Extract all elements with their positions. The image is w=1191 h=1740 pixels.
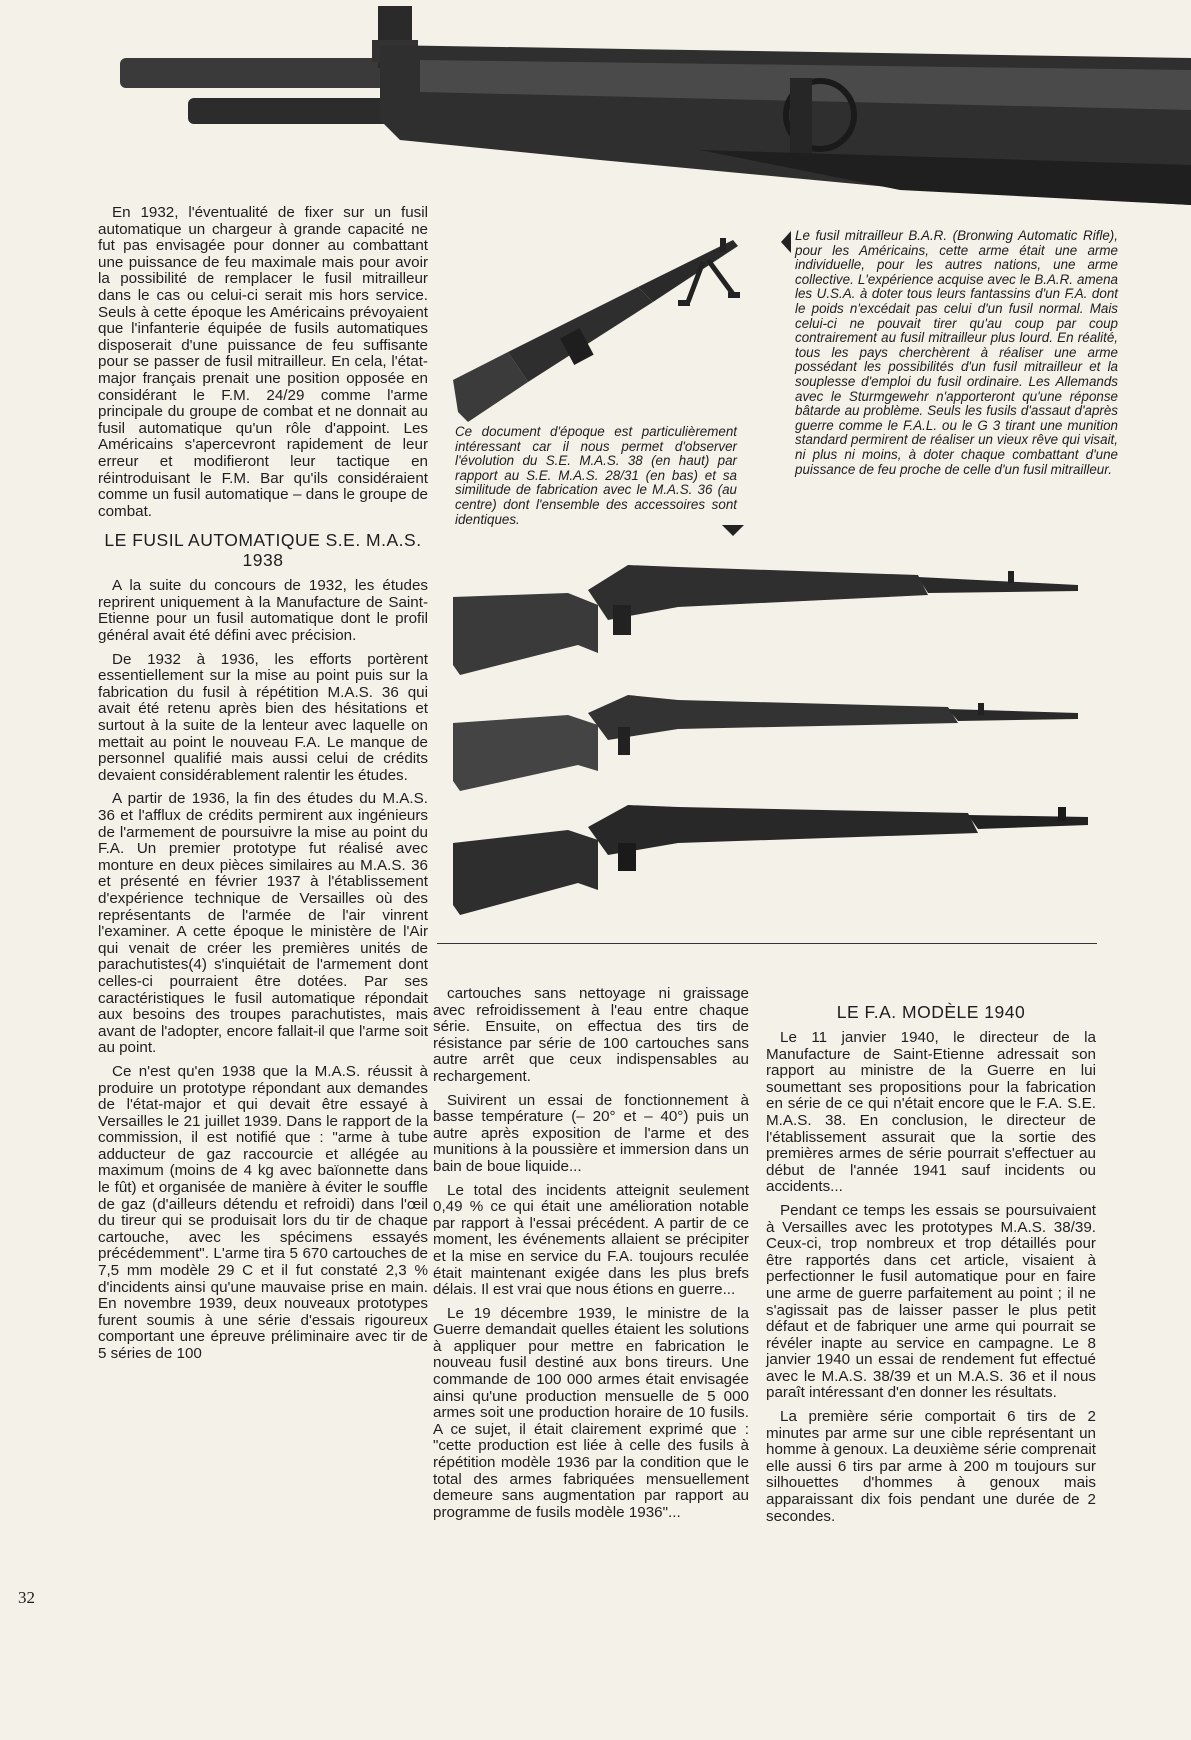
document-caption: [455, 425, 737, 527]
col1-p3: A partir de 1936, la fin des études du M.A.S. 36 et l'afflux de crédits permirent aux ingénieurs de l'armement de poursuivre la mise au point du F.A. Un premier prototype fut réalisé avec monture en deux pièces similaires au M.A.S. 36 et présenté en février 1937 à l'établissement d'expérience technique de Versailles où des représentants de l'armée de l'air vinrent l'examiner. A cette époque le ministère de l'Air qui venait de créer les premières unités de parachutistes(4) s'inquiétait de l'armement dont celles-ci pourraient être dotées. Par ses caractéristiques le fusil automatique répondait aux besoins des troupes parachutistes, mais avant de l'adopter, encore fallait-il que l'arme soit au point.: [98, 790, 428, 1057]
col2-p3: Le total des incidents atteignit seulement 0,49 % ce qui était une amélioration notable par rapport à l'essai précédent. A partir de ce moment, les événements allaient se précipiter et la mise en service du F.A. toujours reculée était maintenant exigée dans les plus brefs délais. Il est vrai que nous étions en guerre...: [433, 1181, 749, 1299]
document-caption-text: Ce document d'époque est particulièrement intéressant car il nous permet d'observer l'évolution du S.E. M.A.S. 38 (en haut) par rapport au S.E. M.A.S. 28/31 (en bas) et sa similitude de fabrication avec le M.A.S. 36 (au centre) dont l'ensemble des accessoires sont identiques.: [455, 424, 737, 527]
col1-intro: En 1932, l'éventualité de fixer sur un fusil automatique un chargeur à grande capacité ne fut pas envisagée pour donner au combattant une puissance de feu maximale mais pour avoir la possibilité de remplacer le fusil mitrailleur dans le cas ou celui-ci serait mis hors service. Seuls à cette époque les Américains prévoyaient que l'infanterie équipée de fusils automatiques disposerait d'une puissance de feu suffisante pour se passer de fusil mitrailleur. En cela, l'état-major français prenait une position opposée en considérant le F.M. 24/29 comme l'arme principale du groupe de combat et ne donnait au fusil automatique qu'un rôle d'appoint. Les Américains s'apercevront rapidement de leur erreur et modifieront leur tactique en réintroduisant le F.M. Bar qu'ils considéraient comme un fusil automatique – dans le groupe de combat.: [98, 204, 428, 520]
section-divider: [437, 943, 1097, 944]
bar-rifle-photo: [448, 232, 778, 432]
column-1: [98, 205, 428, 1370]
col3-p2: Pendant ce temps les essais se poursuivaient à Versailles avec les prototypes M.A.S. 38/39. Ceux-ci, trop nombreux et trop détaillés pour être rapportés dans cet article, visaient à perfectionner le fusil automatique pour en faire une arme de guerre parfaitement au point ; il ne s'agissait pas de laisser passer le plus petit défaut et de fabriquer une arme qui pourrait se révéler inapte au service en campagne. Le 8 janvier 1940 un essai de rendement fut effectué avec le M.A.S. 38/39 et un M.A.S. 36 et il nous paraît intéressant d'en donner les résultats.: [766, 1201, 1096, 1402]
col3-p1: Le 11 janvier 1940, le directeur de la Manufacture de Saint-Etienne adressait son rapport au ministre de la Guerre en lui soumettant ses propositions pour la fabrication en série de ce qui n'était encore que le F.A. S.E. M.A.S. 38. En conclusion, le directeur de l'établissement assurait que la sortie des premières armes de série pourrait s'effectuer au début de l'année 1941 sauf incidents ou accidents...: [766, 1029, 1096, 1196]
triangle-left-icon: [781, 231, 791, 258]
page-number: 32: [18, 1588, 35, 1607]
col1-p1: A la suite du concours de 1932, les études reprirent uniquement à la Manufacture de Saint-Etienne pour un fusil automatique dont le profil général avait été défini avec précision.: [98, 577, 428, 645]
heading-modele-1940: LE F.A. MODÈLE 1940: [836, 1002, 1026, 1022]
top-rifle-barrel-photo: [0, 0, 1191, 210]
three-rifles-photo: [448, 545, 1088, 925]
col1-p4: Ce n'est qu'en 1938 que la M.A.S. réussit à produire un prototype répondant aux demandes de l'état-major et qui devait être essayé à Versailles le 21 juillet 1939. Dans le rapport de la commission, il est notifié que : "arme à tube adducteur de gaz raccourcie et allégée au maximum (moins de 4 kg avec baïonnette dans le fût) et organisée de manière à éviter le souffle de gaz (d'ailleurs détendu et refroidi) dans l'œil du tireur qui se produisait lors du tir de chaque cartouche, avec les spécimens essayés précédemment". L'arme tira 5 670 cartouches de 7,5 mm modèle 29 C et il fut constaté 2,3 % d'incidents ainsi qu'une mauvaise prise en main. En novembre 1939, deux nouveaux prototypes furent soumis à une série d'essais rigoureux comportant une épreuve préliminaire avec tir de 5 séries de 100: [98, 1062, 428, 1362]
rifle-mas-36: [453, 695, 1078, 791]
col2-p4: Le 19 décembre 1939, le ministre de la Guerre demandait quelles étaient les solutions à appliquer pour mettre en fabrication le nouveau fusil destiné aux bons tireurs. Une commande de 100 000 armes était envisagée ainsi qu'une production mensuelle de 5 000 armes soit une production horaire de 10 fusils. A ce sujet, il était clairement exprimé que : "cette production est liée à celle des fusils à répétition modèle 1936 par la condition que le total des armes fabriquées mensuellement demeure sans augmentation par rapport au programme de fusils modèle 1936"...: [433, 1304, 749, 1521]
bar-caption-text: Le fusil mitrailleur B.A.R. (Bronwing Automatic Rifle), pour les Américains, cette arme était une arme individuelle, pour les autres nations, une arme collective. L'expérience acquise avec le B.A.R. amena les U.S.A. à doter tous leurs fantassins d'un F.A. dont le poids n'excédait pas celui d'un fusil normal. Mais celui-ci ne pouvait tirer qu'au coup par coup contrairement au fusil mitrailleur plus lourd. En réalité, tous les pays cherchèrent à réaliser une arme possédant les possibilités d'un fusil mitrailleur et la souplesse d'emploi du fusil ordinaire. Les Allemands avec le Sturmgewehr n'apporteront qu'une réponse bâtarde au problème. Seuls les fusils d'assaut d'après guerre comme le F.A.L. ou le G 3 tirant une munition standard permirent de réaliser un vieux rêve qui visait, ni plus ni moins, à doter chaque combattant d'une puissance de feu proche de celle d'un fusil mitrailleur.: [795, 228, 1118, 477]
col3-p3: La première série comportait 6 tirs de 2 minutes par arme sur une cible représentant un homme à genoux. La deuxième série comprenait elle aussi 6 tirs par arme à 200 m toujours sur silhouettes d'hommes à genoux mais apparaissant dix fois pendant une durée de 2 secondes.: [766, 1408, 1096, 1525]
col2-p2: Suivirent un essai de fonctionnement à basse température (– 20° et – 40°) puis un autre après exposition de l'arme et des munitions à la poussière et immersion dans un bain de boue liquide...: [433, 1091, 749, 1175]
heading-fusil-1938: LE FUSIL AUTOMATIQUE S.E. M.A.S. 1938: [104, 530, 422, 571]
rifle-mas-38: [453, 565, 1078, 675]
rifle-mas-28-31: [453, 805, 1088, 915]
column-2: [433, 986, 749, 1528]
col2-p1: cartouches sans nettoyage ni graissage avec refroidissement à l'eau entre chaque série. Ensuite, on effectua des tirs de résistance par série de 100 cartouches sans autre arrêt que ceux indispensables au rechargement.: [433, 985, 749, 1085]
column-3: [766, 990, 1096, 1532]
col1-p2: De 1932 à 1936, les efforts portèrent essentiellement sur la mise au point puis sur la fabrication du fusil à répétition M.A.S. 36 qui avait été retenu après bien des hésitations et surtout à la suite de la lenteur avec laquelle on mettait au point le nouveau F.A. Le manque de personnel qualifié mais aussi celui de crédits devaient considérablement ralentir les études.: [98, 650, 428, 784]
bar-caption: [795, 229, 1118, 477]
triangle-down-icon: [722, 524, 744, 542]
